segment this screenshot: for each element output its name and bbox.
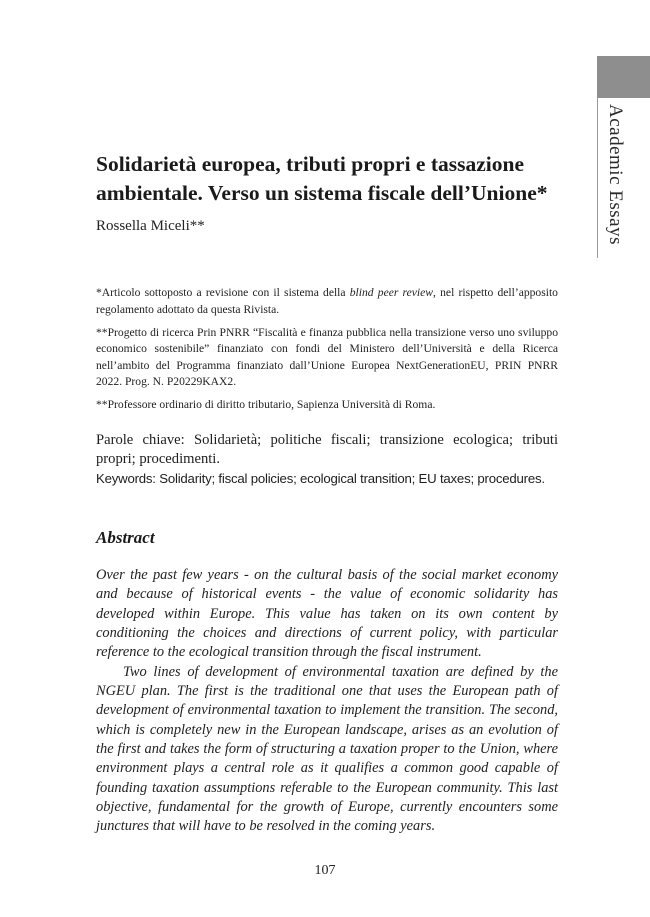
footnote-review-text: *Articolo sottoposto a revisione con il sistema della	[96, 286, 350, 299]
footnote-affiliation: **Professore ordinario di diritto tributario, Sapienza Università di Roma.	[96, 398, 436, 411]
abstract-heading: Abstract	[96, 528, 155, 547]
footnote-project: **Progetto di ricerca Prin PNRR “Fiscalità e finanza pubblica nella transizione verso uno sviluppo economico sostenibile” finanziato con fondi del Ministero dell’Università e della Ricerca nell’ambito del Programma finanziato dall’Unione Europea NextGenerationEU, PRIN PNRR 2022. Prog. N. P20229KAX2.	[96, 325, 558, 388]
abstract-body	[96, 566, 558, 837]
footnotes	[96, 285, 558, 420]
footnote-review-italic: blind peer review	[349, 286, 434, 299]
footnote-review	[96, 285, 558, 318]
keywords-italian: Parole chiave: Solidarietà; politiche fiscali; transizione ecologica; tributi propri; procedimenti.	[96, 432, 558, 467]
article-author: Rossella Miceli**	[96, 218, 205, 234]
page-number: 107	[314, 863, 336, 878]
section-tab-label: Academic Essays	[605, 104, 626, 245]
section-tab-marker	[597, 56, 650, 98]
keywords-english: Keywords: Solidarity; fiscal policies; ecological transition; EU taxes; procedures.	[96, 471, 545, 486]
section-tab-rule	[597, 98, 598, 258]
abstract-paragraph-2: Two lines of development of environmental taxation are defined by the NGEU plan. The first is the traditional one that uses the European path of development of environmental taxation to implement the transition. The second, which is completely new in the European landscape, arises as an evolution of the first and takes the form of structuring a taxation proper to the Union, where environment plays a central role as it qualifies a common good capable of founding taxation assumptions referable to the European community. This last objective, fundamental for the growth of Europe, currently encounters some junctures that will have to be resolved in the coming years.	[96, 663, 558, 835]
footnote-review-text-end: , nel rispetto dell’apposito regolamento adottato da questa Rivista.	[96, 286, 558, 316]
article-title: Solidarietà europea, tributi propri e tassazione ambientale. Verso un sistema fiscale dell’Unione*	[96, 152, 548, 205]
abstract-paragraph-1: Over the past few years - on the cultural basis of the social market economy and because of historical events - the value of economic solidarity has developed within Europe. This value has taken on its own content by conditioning the choices and directions of current policy, with particular reference to the ecological transition through the fiscal instrument.	[96, 567, 558, 661]
keywords-block	[96, 431, 558, 488]
